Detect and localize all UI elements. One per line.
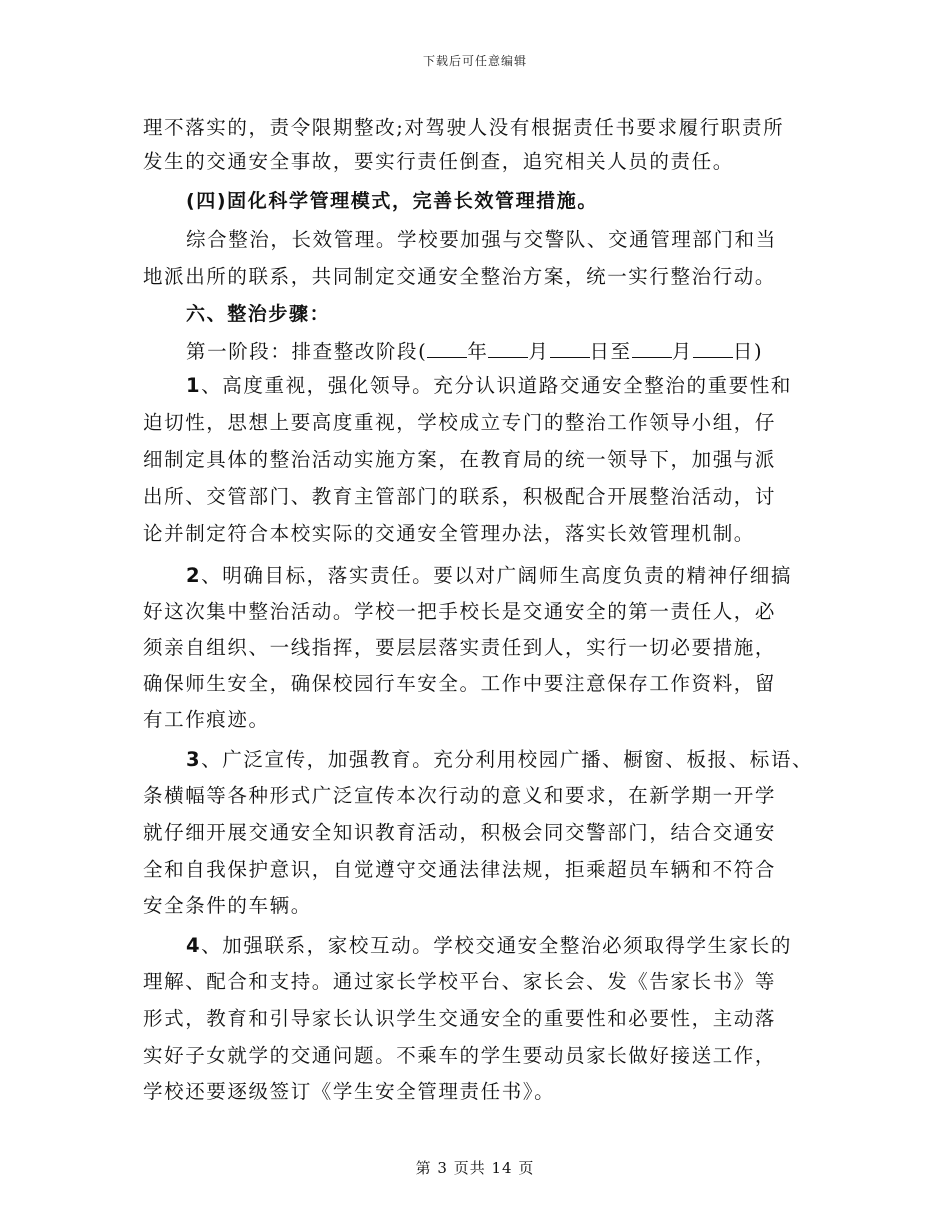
item-number: 2: [186, 564, 202, 587]
blank-underline: [427, 339, 467, 358]
text-line: 发生的交通安全事故，要实行责任倒查，追究相关人员的责任。: [143, 150, 734, 173]
blank-underline: [488, 339, 528, 358]
text-line: 综合整治，长效管理。学校要加强与交警队、交通管理部门和当: [186, 228, 777, 251]
paragraph-line: [186, 374, 792, 398]
text-line: 须亲自组织、一线指挥，要层层落实责任到人，实行一切必要措施，: [143, 636, 777, 659]
page-header: 下载后可任意编辑: [422, 54, 527, 68]
text-line: 细制定具体的整治活动实施方案，在教育局的统一领导下，加强与派: [143, 448, 777, 471]
paragraph-line: [186, 934, 792, 958]
text-span: 、加强联系，家校互动。学校交通安全整治必须取得学生家长的: [201, 934, 792, 957]
text-line: 学校还要逐级签订《学生安全管理责任书》。: [143, 1080, 556, 1103]
stage-unit: 月: [528, 340, 550, 363]
stage-unit: 年: [467, 340, 489, 363]
item-number: 3: [186, 748, 202, 771]
text-line: 出所、交管部门、教育主管部门的联系，积极配合开展整治活动，讨: [143, 485, 777, 508]
paragraph-line: [186, 748, 813, 772]
stage-unit: 月: [671, 340, 693, 363]
stage-prefix: 第一阶段：排查整改阶段(: [186, 340, 428, 363]
text-line: 条横幅等各种形式广泛宣传本次行动的意义和要求，在新学期一开学: [143, 784, 777, 807]
stage-unit: 日至: [589, 340, 632, 363]
stage-line: [186, 339, 763, 364]
text-line: 就仔细开展交通安全知识教育活动，积极会同交警部门，结合交通安: [143, 821, 777, 844]
text-span: 、高度重视，强化领导。充分认识道路交通安全整治的重要性和: [201, 374, 792, 397]
text-line: 有工作痕迹。: [143, 708, 270, 731]
blank-underline: [550, 339, 590, 358]
text-span: 、明确目标，落实责任。要以对广阔师生高度负责的精神仔细搞: [201, 564, 792, 587]
text-line: 地派出所的联系，共同制定交通安全整治方案，统一实行整治行动。: [143, 265, 777, 288]
text-line: 确保师生安全，确保校园行车安全。工作中要注意保存工作资料，留: [143, 672, 777, 695]
text-line: 安全条件的车辆。: [143, 894, 312, 917]
text-line: 实好子女就学的交通问题。不乘车的学生要动员家长做好接送工作，: [143, 1044, 777, 1067]
blank-underline: [632, 339, 672, 358]
item-number: 4: [186, 934, 202, 957]
text-span: 、广泛宣传，加强教育。充分利用校园广播、橱窗、板报、标语、: [201, 748, 814, 771]
text-line: 论并制定符合本校实际的交通安全管理办法，落实长效管理机制。: [143, 522, 755, 545]
paragraph-line: [186, 564, 792, 588]
text-line: 迫切性，思想上要高度重视，学校成立专门的整治工作领导小组，仔: [143, 411, 777, 434]
text-line: 形式，教育和引导家长认识学生交通安全的重要性和必要性，主动落: [143, 1007, 777, 1030]
section-heading: (四)固化科学管理模式，完善长效管理措施。: [186, 190, 598, 212]
item-number: 1: [186, 374, 202, 397]
text-line: 好这次集中整治活动。学校一把手校长是交通安全的第一责任人，必: [143, 600, 777, 623]
blank-underline: [693, 339, 733, 358]
text-line: 理不落实的，责令限期整改;对驾驶人没有根据责任书要求履行职责所: [143, 116, 785, 139]
section-heading: 六、整治步骤：: [186, 303, 331, 325]
text-line: 全和自我保护意识，自觉遵守交通法律法规，拒乘超员车辆和不符合: [143, 858, 777, 881]
stage-unit: 日): [732, 340, 764, 363]
text-line: 理解、配合和支持。通过家长学校平台、家长会、发《告家长书》等: [143, 970, 777, 993]
page-footer: 第 3 页共 14 页: [415, 1159, 535, 1177]
